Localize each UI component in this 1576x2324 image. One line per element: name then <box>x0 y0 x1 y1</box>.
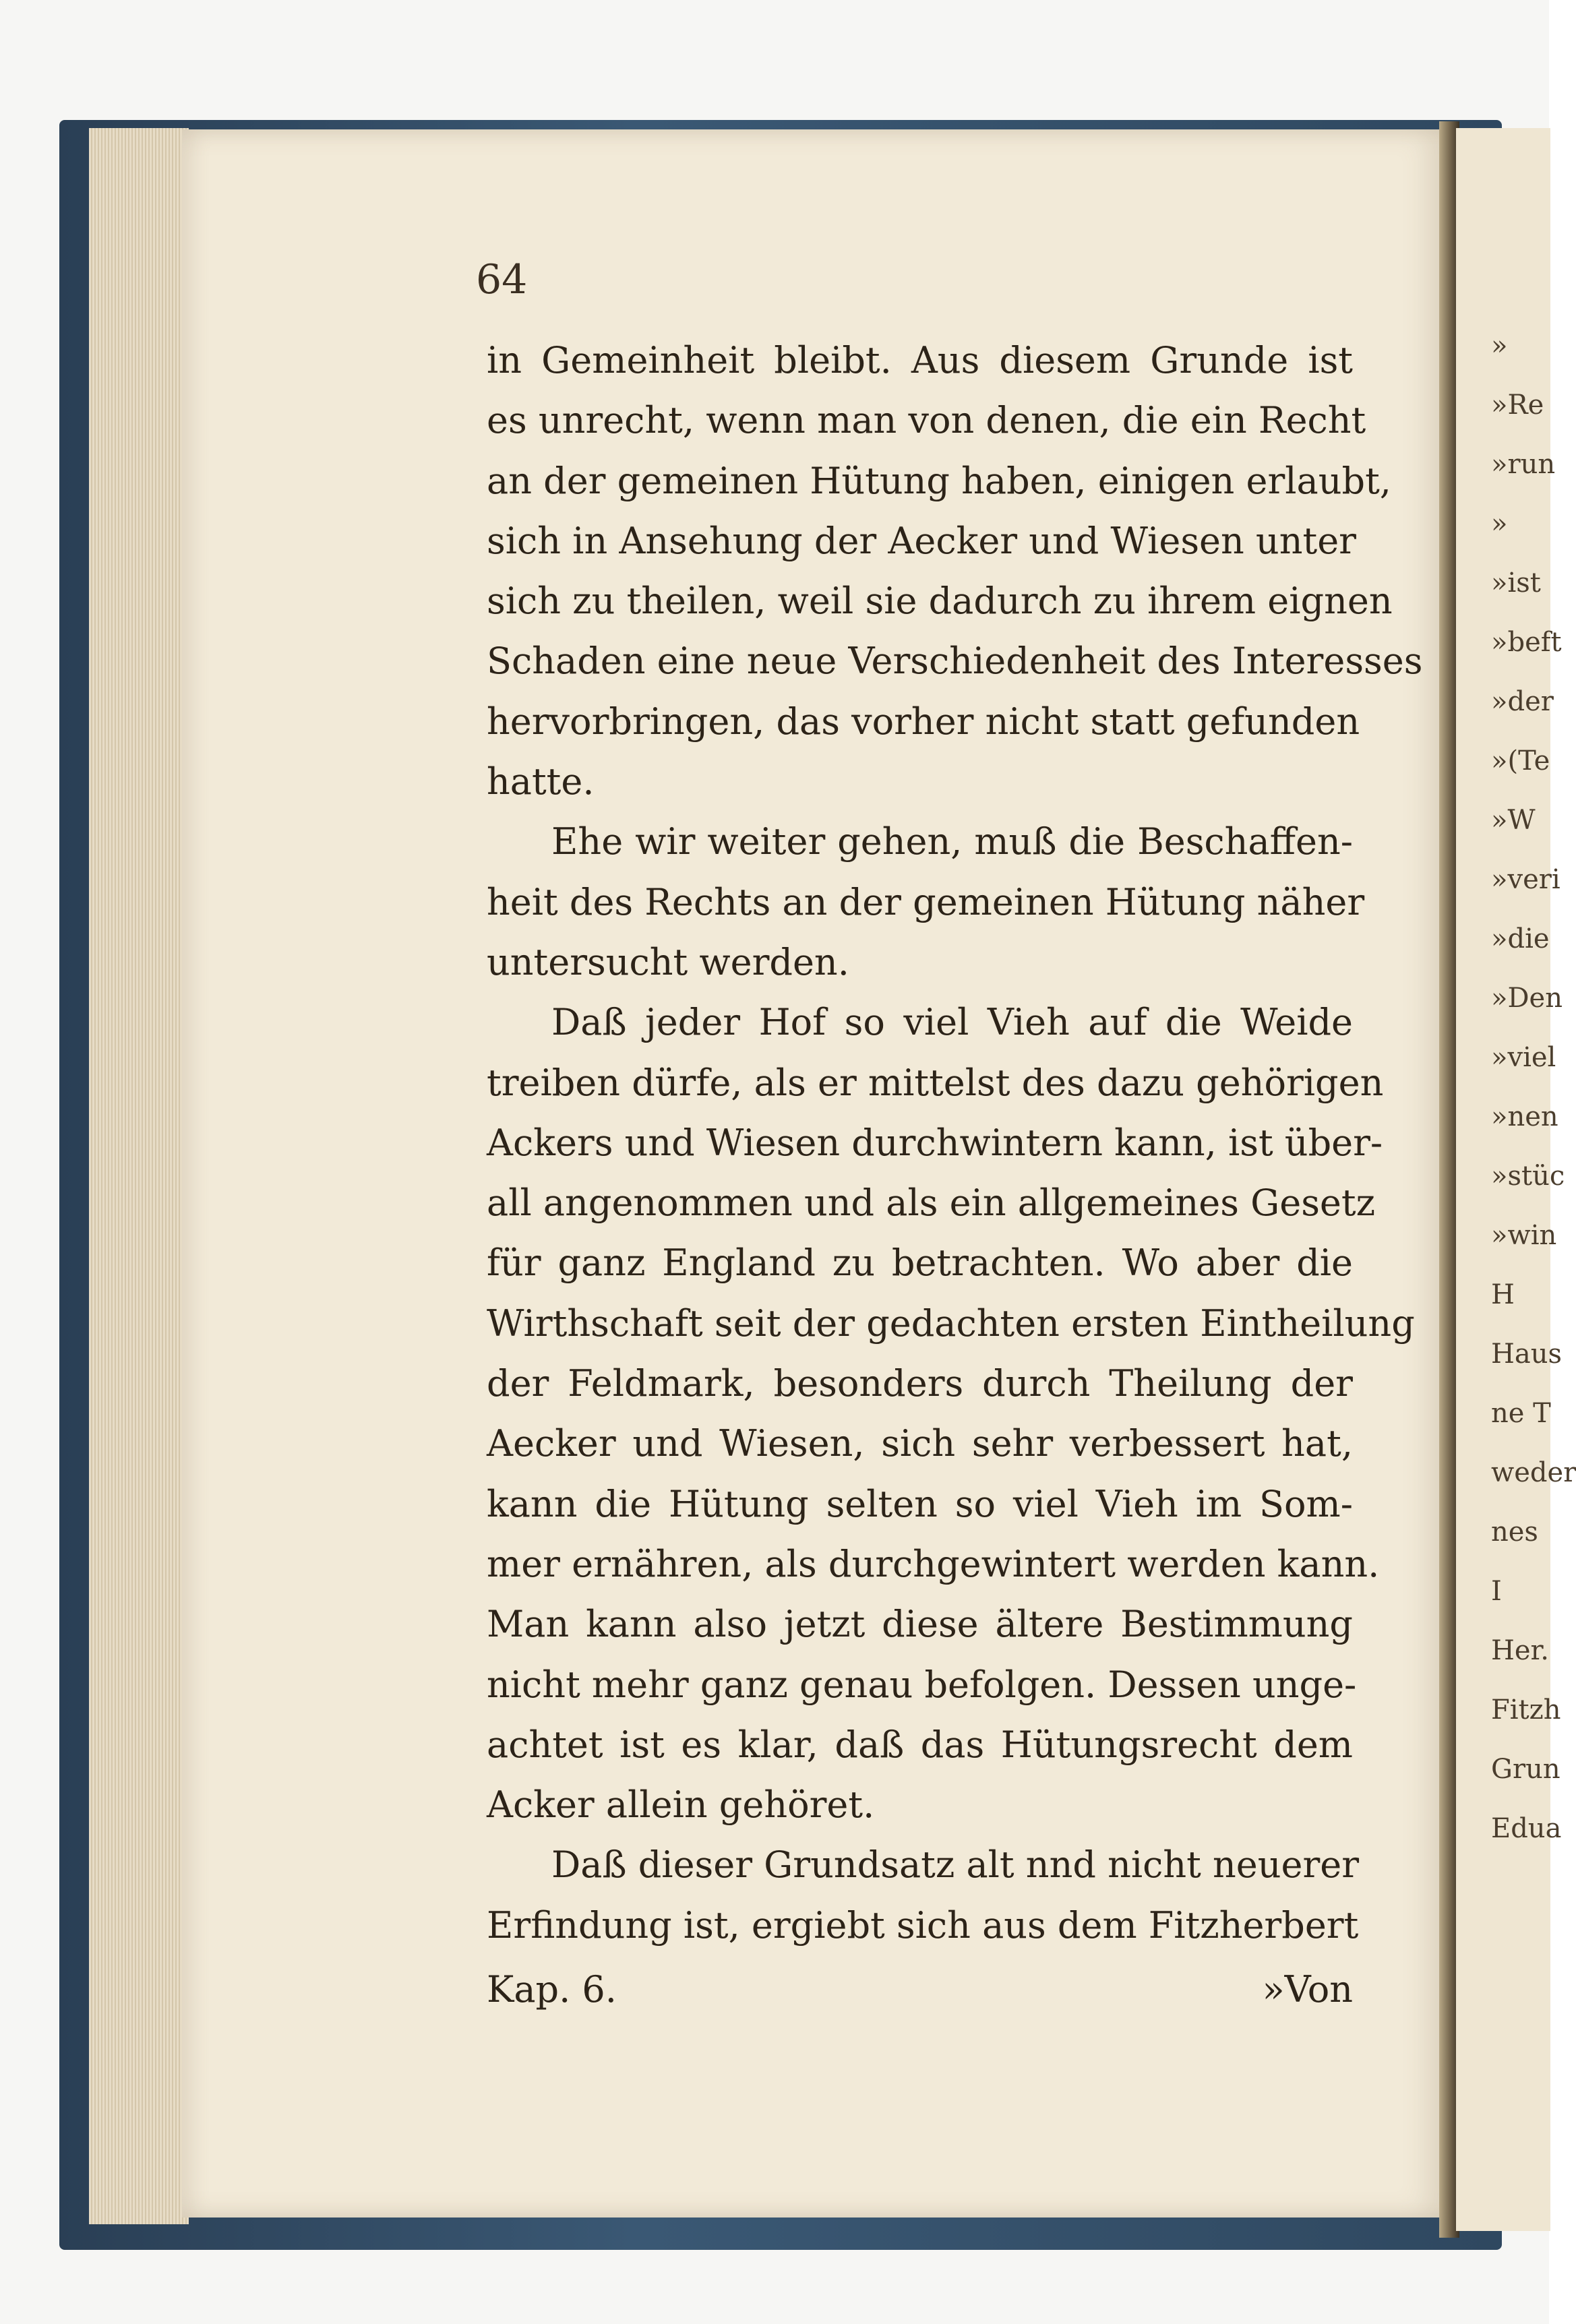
text-line: all angenommen und als ein allgemeines Gesetz <box>487 1182 1376 1225</box>
facing-page-fragment: Her. <box>1491 1635 1549 1666</box>
text-line: es unrecht, wenn man von denen, die ein Recht <box>487 399 1366 442</box>
facing-page-fragment: »win <box>1491 1220 1557 1251</box>
text-line: nicht mehr ganz genau befolgen. Dessen unge- <box>487 1663 1357 1706</box>
text-line: Wirthschaft seit der gedachten ersten Eintheilung <box>487 1302 1415 1345</box>
signature-mark: Kap. 6. <box>487 1968 617 2011</box>
text-line: hervorbringen, das vorher nicht statt gefunden <box>487 700 1360 743</box>
text-line: heit des Rechts an der gemeinen Hütung näher <box>487 880 1365 923</box>
text-line: in Gemeinheit bleibt. Aus diesem Grunde ist <box>487 339 1353 381</box>
facing-page-fragment: Grun <box>1491 1754 1560 1785</box>
facing-page-fragment: » <box>1491 508 1508 539</box>
facing-page-fragment: Haus <box>1491 1339 1563 1370</box>
text-line: Acker allein gehöret. <box>487 1783 875 1827</box>
page-edges <box>89 128 189 2224</box>
facing-page-fragment: »stüc <box>1491 1161 1565 1192</box>
facing-page-fragment: »beft <box>1491 627 1562 658</box>
text-line: der Feldmark, besonders durch Theilung der <box>487 1362 1353 1405</box>
facing-page-fragment: »Re <box>1491 390 1544 421</box>
facing-page <box>1456 128 1576 2231</box>
text-line: mer ernähren, als durchgewintert werden kann. <box>487 1542 1380 1585</box>
body-text <box>487 330 1423 1955</box>
text-line: für ganz England zu betrachten. Wo aber die <box>487 1242 1353 1285</box>
page-number: 64 <box>476 256 528 303</box>
facing-page-fragment: »nen <box>1491 1101 1558 1132</box>
text-line: Aecker und Wiesen, sich sehr verbessert hat, <box>487 1422 1353 1465</box>
facing-page-fragment: »run <box>1491 449 1556 480</box>
text-line: kann die Hütung selten so viel Vieh im Som- <box>487 1482 1353 1525</box>
facing-page-fragment: Fitzh <box>1491 1694 1561 1725</box>
text-line: Schaden eine neue Verschiedenheit des Interesses <box>487 640 1423 683</box>
text-line: an der gemeinen Hütung haben, einigen erlaubt, <box>487 459 1391 502</box>
facing-page-fragment: » <box>1491 330 1508 361</box>
text-line: Ehe wir weiter gehen, muß die Beschaffen- <box>551 820 1353 863</box>
facing-page-fragment: »viel <box>1491 1042 1556 1073</box>
text-line: sich in Ansehung der Aecker und Wiesen unter <box>487 519 1356 562</box>
facing-page-fragment: »die <box>1491 923 1550 954</box>
facing-page-fragment: »Den <box>1491 983 1563 1014</box>
catchword: »Von <box>1262 1968 1353 2011</box>
text-line: Erfindung ist, ergiebt sich aus dem Fitzherbert <box>487 1903 1359 1947</box>
facing-page-fragment: »veri <box>1491 864 1560 895</box>
text-line: Daß dieser Grundsatz alt nnd nicht neuerer <box>551 1843 1360 1887</box>
facing-page-fragment: Edua <box>1491 1813 1562 1844</box>
text-line: Ackers und Wiesen durchwintern kann, ist über- <box>487 1121 1383 1164</box>
facing-page-fragment: I <box>1491 1576 1502 1607</box>
facing-page-fragment: weder <box>1491 1457 1576 1488</box>
text-line: hatte. <box>487 760 595 803</box>
facing-page-fragment: »(Te <box>1491 745 1550 776</box>
facing-page-fragment: nes <box>1491 1517 1538 1548</box>
facing-page-fragment: »der <box>1491 686 1554 717</box>
facing-page-fragment: ne T <box>1491 1398 1551 1429</box>
facing-page-fragment: H <box>1491 1279 1515 1310</box>
text-line: Man kann also jetzt diese ältere Bestimmung <box>487 1603 1353 1646</box>
facing-page-fragment: »ist <box>1491 568 1541 599</box>
text-line: treiben dürfe, als er mittelst des dazu gehörigen <box>487 1061 1384 1104</box>
text-line: untersucht werden. <box>487 940 849 983</box>
text-line: achtet ist es klar, daß das Hütungsrecht dem <box>487 1723 1353 1766</box>
facing-page-fragment: »W <box>1491 805 1536 836</box>
text-line: sich zu theilen, weil sie dadurch zu ihrem eignen <box>487 580 1393 623</box>
text-line: Daß jeder Hof so viel Vieh auf die Weide <box>551 1001 1353 1044</box>
